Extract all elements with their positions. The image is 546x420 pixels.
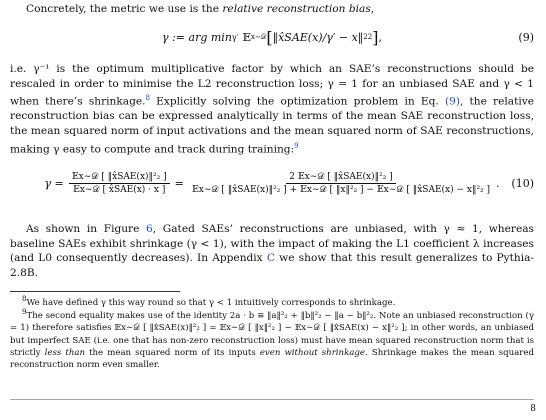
equation-10: [10, 158, 534, 208]
footnote-divider: [10, 291, 180, 292]
footnote-9-text-b: the mean squared norm of its inputs: [85, 348, 260, 359]
eq10-number: (10): [511, 176, 534, 190]
eq10-numerator-2: 2 𝔼x∼𝒟 [ ‖x̂SAE(x)‖²₂ ]: [286, 172, 395, 184]
figure-ref-6-link[interactable]: 6: [146, 223, 153, 235]
footnote-9: [10, 306, 534, 372]
para1-emphasis: relative reconstruction bias: [222, 3, 371, 15]
eq10-fraction-1: [69, 172, 170, 195]
footnote-ref-9-link[interactable]: 9: [294, 141, 299, 150]
eq10-tail: .: [496, 176, 500, 190]
equation-ref-9-link[interactable]: (9): [444, 95, 460, 108]
paragraph-metric-intro: [10, 2, 534, 17]
eq9-argmin-sub: γ′: [231, 32, 239, 42]
eq9-lhs: γ := arg min: [162, 30, 232, 44]
page-bottom-rule: [10, 399, 534, 400]
eq10-numerator-1: 𝔼x∼𝒟 [ ‖x̂SAE(x)‖²₂ ]: [69, 172, 170, 184]
eq10-fraction-2: [189, 172, 493, 195]
footnote-9-mark: 9: [22, 308, 27, 316]
page-number: 8: [530, 404, 536, 414]
eq10-denominator-2: 𝔼x∼𝒟 [ ‖x̂SAE(x)‖²₂ ] + 𝔼x∼𝒟 [ ‖x‖²₂ ] − 𝔼x∼𝒟 [ ‖x̂SAE(x) − x‖²₂ ]: [191, 184, 491, 195]
para2-text-a: i.e. γ⁻¹ is the optimum multiplicative factor by which an SAE’s reconstructions should be rescaled in order to minimise the L2 reconstruction loss; γ = 1 for an unbiased SAE and γ < 1 when there’s shrinkage.: [10, 63, 534, 108]
appendix-ref-c-link[interactable]: C: [266, 252, 275, 265]
para3-text-c: we show that this result generalizes to Pythia-2.8B.: [10, 252, 534, 279]
footnote-ref-8-link[interactable]: 8: [145, 94, 150, 103]
para3-text-a: As shown in Figure: [26, 223, 147, 235]
footnote-9-emphasis-2: even without shrinkage: [259, 348, 366, 359]
eq9-expect: 𝔼: [242, 30, 251, 44]
footnote-9-text-a: The second equality makes use of the identity 2a · b ≡ ‖a‖²₂ + ‖b‖²₂ − ‖a − b‖²₂. Note an unbiased reconstruction (γ = 1) therefore satisfies 𝔼x∼𝒟 [ ‖x̂SAE(x)‖²₂ ] = 𝔼x∼𝒟 [ ‖x‖²₂ ] − 𝔼x∼𝒟 [ ‖x̂SAE(x) − x‖²₂ ]; in other words, an unbiased but imperfect SAE (i.e. one that has non-zero reconstruction loss) must have mean squared reconstruction norm that is strictly: [10, 310, 534, 359]
eq9-tail: ,: [378, 30, 382, 44]
paragraph-results: [10, 222, 534, 280]
para2-text-b: Explicitly solving the optimization problem in Eq.: [150, 95, 445, 108]
footnote-8-mark: 8: [22, 295, 27, 303]
para1-text: Concretely, the metric we use is the: [26, 3, 223, 15]
eq9-right-bracket: ]: [372, 27, 379, 47]
eq9-body: ‖x̂SAE(x)/γ′ − x‖: [272, 30, 364, 44]
eq10-gamma: γ =: [44, 176, 64, 190]
eq10-denominator-1: 𝔼x∼𝒟 [ x̂SAE(x) · x ]: [73, 184, 166, 195]
para1-suffix: ,: [370, 3, 375, 15]
eq9-number: (9): [518, 30, 534, 44]
paragraph-gamma-definition: [10, 62, 534, 157]
para3-text-b: , Gated SAEs’ reconstructions are unbiased, with γ ≈ 1, whereas baseline SAEs exhibit shrinkage (γ < 1), with the impact of making the L1 coefficient λ increases (and L0 consequently decreases). In Appendix: [10, 223, 534, 265]
footnote-9-text-c: . Shrinkage makes the mean squared reconstruction norm even smaller.: [10, 348, 534, 371]
equation-9: [10, 22, 534, 52]
eq10-equals: =: [174, 176, 184, 190]
footnote-8-text: We have defined γ this way round so that γ < 1 intuitively corresponds to shrinkage.: [26, 297, 396, 308]
eq9-left-bracket: [: [266, 27, 273, 47]
eq9-norm-sub: 2: [367, 33, 373, 41]
footnote-9-emphasis-1: less than: [44, 348, 86, 359]
para2-text-c: , the relative reconstruction bias can be expressed analytically in terms of the mean SAE reconstruction loss, the mean squared norm of input activations and the mean squared norm of SAE reconstructions, making γ easy to compute and track during training:: [10, 95, 534, 156]
eq9-expect-sub: x∼𝒟: [250, 32, 267, 41]
eq9-pow: 2: [363, 33, 368, 41]
